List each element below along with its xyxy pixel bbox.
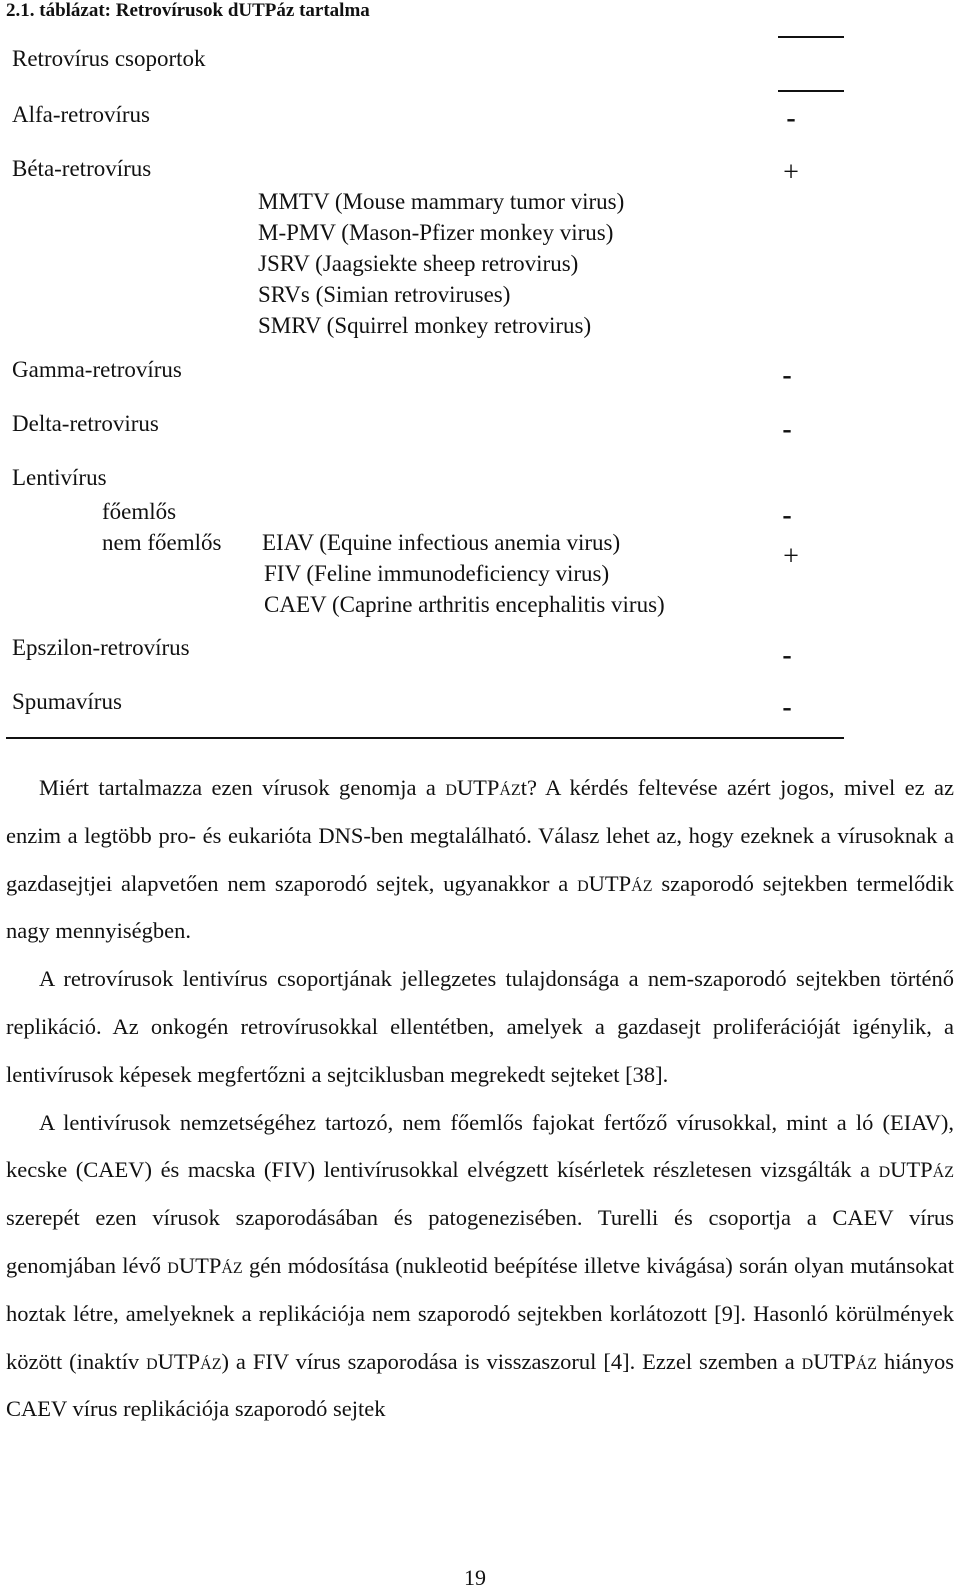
lentivirus-virus-list (262, 527, 665, 620)
sub-primate: főemlős (102, 499, 177, 524)
virus-item: SMRV (Squirrel monkey retrovirus) (258, 313, 592, 338)
virus-item: M-PMV (Mason-Pfizer monkey virus) (258, 220, 614, 245)
row-delta: Delta-retrovirus (12, 411, 159, 436)
sign-epszilon: - (782, 640, 792, 671)
row-spuma: Spumavírus (12, 689, 122, 714)
table-caption: 2.1. táblázat: Retrovírusok dUTPáz tartalma (6, 0, 370, 21)
virus-item: FIV (Feline immunodeficiency virus) (264, 561, 610, 586)
virus-item: MMTV (Mouse mammary tumor virus) (258, 189, 625, 214)
sign-nonprimate: + (783, 541, 799, 572)
sign-spuma: - (782, 692, 792, 723)
page-number: 19 (464, 1565, 486, 1590)
row-lentivirus: Lentivírus (12, 465, 107, 490)
body-text (6, 764, 954, 1433)
row-epszilon: Epszilon-retrovírus (12, 635, 190, 660)
sign-beta: + (783, 157, 799, 188)
beta-virus-list (258, 186, 624, 341)
row-alfa: Alfa-retrovírus (12, 102, 150, 127)
virus-item: JSRV (Jaagsiekte sheep retrovirus) (258, 251, 579, 276)
paragraph-1: Miért tartalmazza ezen vírusok genomja a dUTPázt? A kérdés feltevése azért jogos, mivel ez az enzim a legtöbb pro- és eukarióta DNS-ben megtalálható. Válasz lehet az, hogy ezeknek a vírusoknak a gazdasejtjei alapvetően nem szaporodó sejtek, ugyanakkor a dUTPáz szaporodó sejtekben termelődik nagy mennyiségben. (6, 775, 954, 944)
sign-gamma: - (782, 360, 792, 391)
row-beta: Béta-retrovírus (12, 156, 152, 181)
sign-alfa: - (786, 103, 796, 134)
virus-item: CAEV (Caprine arthritis encephalitis virus) (264, 592, 665, 617)
virus-item: SRVs (Simian retroviruses) (258, 282, 511, 307)
sign-delta: - (782, 414, 792, 445)
table-top-rule (778, 36, 844, 38)
paragraph-3: A lentivírusok nemzetségéhez tartozó, nem főemlős fajokat fertőző vírusokkal, mint a ló (EIAV), kecske (CAEV) és macska (FIV) lentivírusokkal elvégzett kísérletek részletesen vizsgálták a dUTPáz szerepét ezen vírusok szaporodásában és patogenezisében. Turelli és csoportja a CAEV vírus genomjában lévő dUTPáz gén módosítása (nukleotid beépítése illetve kivágása) során olyan mutánsokat hoztak létre, amelyeknek a replikációja nem szaporodó sejtekben korlátozott [9]. Hasonló körülmények között (inaktív dUTPáz) a FIV vírus szaporodása is visszaszorul [4]. Ezzel szemben a dUTPáz hiányos CAEV vírus replikációja szaporodó sejtek (6, 1109, 954, 1422)
row-gamma: Gamma-retrovírus (12, 357, 182, 382)
paragraph-2: A retrovírusok lentivírus csoportjának jellegzetes tulajdonsága a nem-szaporodó sejtekben történő replikáció. Az onkogén retrovírusokkal ellentétben, amelyek a gazdasejt proliferációját igénylik, a lentivírusok képesek megfertőzni a sejtciklusban megrekedt sejteket [38]. (6, 966, 954, 1087)
virus-item: EIAV (Equine infectious anemia virus) (262, 530, 621, 555)
table-header: Retrovírus csoportok (12, 46, 206, 71)
sub-nonprimate: nem főemlős (102, 530, 222, 555)
table-bottom-rule (6, 737, 844, 739)
table-header-rule (778, 90, 844, 92)
sign-primate: - (782, 500, 792, 531)
